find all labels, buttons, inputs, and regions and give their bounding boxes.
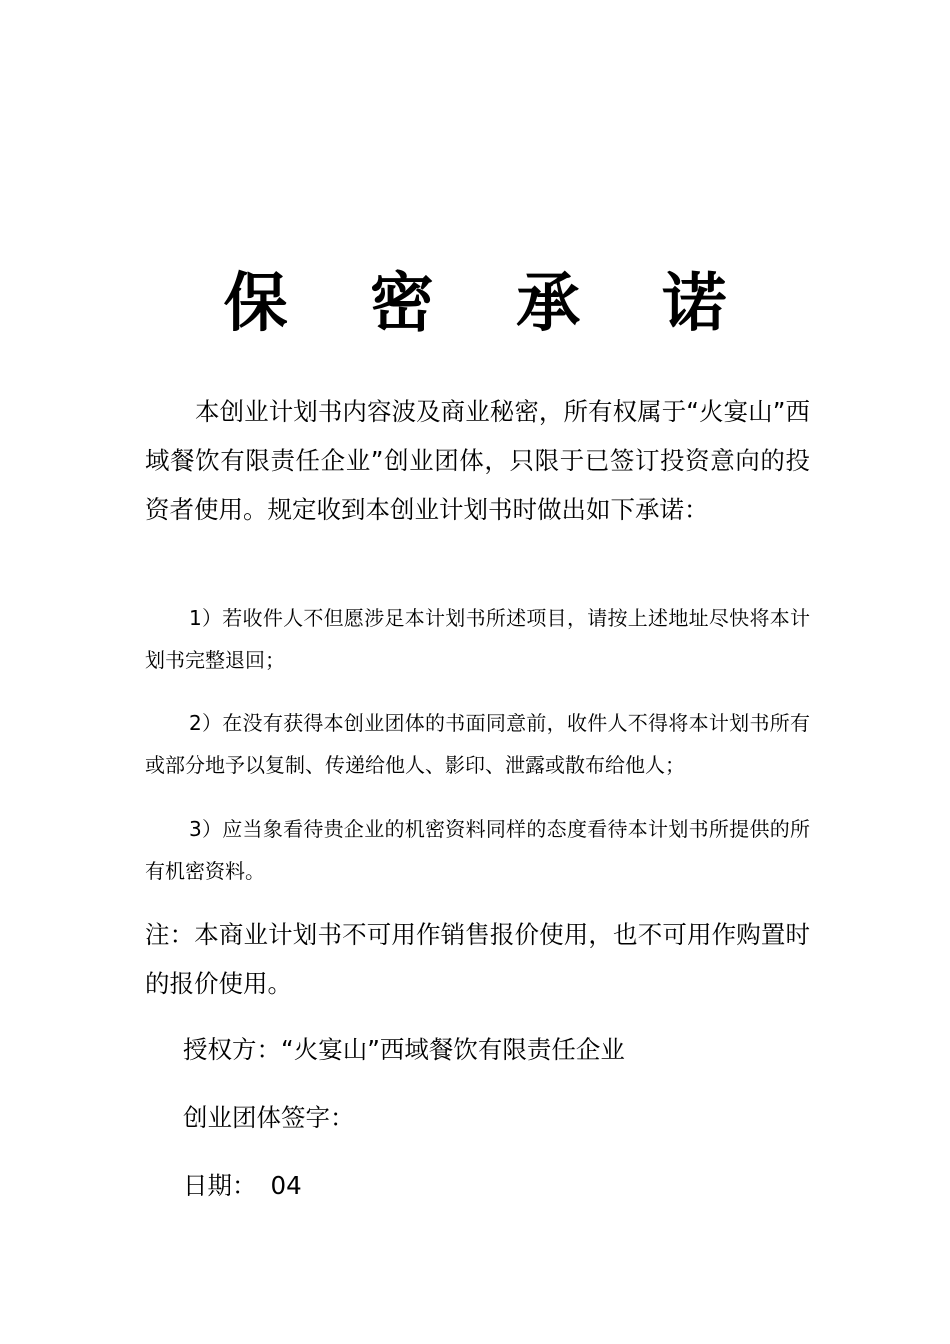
team-signature-line: 创业团体签字： — [183, 1103, 355, 1132]
commitment-item-2: 2）在没有获得本创业团体的书面同意前，收件人不得将本计划书所有或部分地予以复制、传递给他人、影印、泄露或散布给他人； — [145, 711, 810, 777]
note-paragraph: 注：本商业计划书不可用作销售报价使用，也不可用作购置时的报价使用。 — [145, 920, 810, 998]
date-value: 04 — [270, 1171, 302, 1200]
date-line — [183, 1166, 803, 1206]
commitment-item-1: 1）若收件人不但愿涉足本计划书所述项目，请按上述地址尽快将本计划书完整退回； — [145, 606, 810, 672]
date-label: 日期： — [183, 1171, 257, 1200]
commitment-item-3: 3）应当象看待贵企业的机密资料同样的态度看待本计划书所提供的所有机密资料。 — [145, 817, 810, 883]
authorizer-line: 授权方：“火宴山”西域餐饮有限责任企业 — [183, 1035, 625, 1064]
document-title: 保 密 承 诺 — [223, 267, 757, 341]
intro-paragraph: 本创业计划书内容波及商业秘密，所有权属于“火宴山”西域餐饮有限责任企业”创业团体，只限于已签订投资意向的投资者使用。规定收到本创业计划书时做出如下承诺： — [145, 397, 810, 524]
